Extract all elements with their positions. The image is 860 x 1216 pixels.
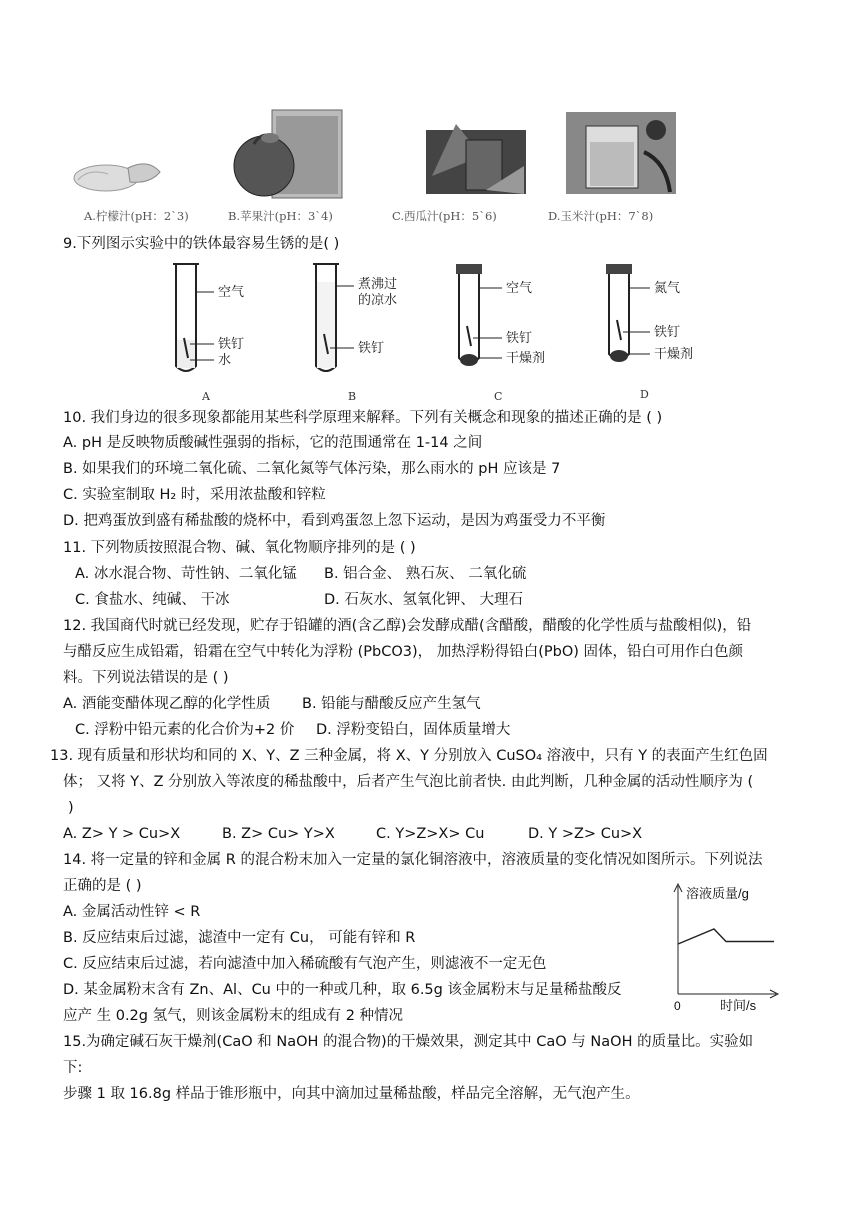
juice-caption-d: D.玉米汁(pH：7`8) [548,209,654,223]
tube-a-label-1: 空气 [218,285,245,300]
tube-b-label-3: 铁钉 [358,341,385,356]
q14-mass-time-graph [664,880,784,1016]
q14-graph-origin: 0 [674,999,681,1013]
q10-option-d: D. 把鸡蛋放到盛有稀盐酸的烧杯中，看到鸡蛋忽上忽下运动，是因为鸡蛋受力不平衡 [63,513,606,529]
q10-option-b: B. 如果我们的环境二氧化硫、二氧化氮等气体污染，那么雨水的 pH 应该是 7 [63,461,561,477]
q14-option-d-2: 应产 生 0.2g 氢气，则该金属粉末的组成有 2 种情况 [63,1008,404,1024]
tube-a-label-2: 铁钉 [218,337,245,352]
q15-step-1: 步骤 1 取 16.8g 样品于锥形瓶中，向其中滴加过量稀盐酸，样品完全溶解，无气泡产生。 [63,1086,640,1102]
tube-d-label-3: 干燥剂 [654,347,694,362]
tube-a-label-3: 水 [218,353,232,368]
tube-c [456,264,545,403]
q10-option-c: C. 实验室制取 H₂ 时，采用浓盐酸和锌粒 [63,487,326,503]
q13-line-1: 13. 现有质量和形状均和同的 X、Y、Z 三种金属，将 X、Y 分别放入 CuSO₄ 溶液中，只有 Y 的表面产生红色固 [50,748,768,764]
apple-juice-photo [232,104,352,200]
q12-option-c: C. 浮粉中铅元素的化合价为+2 价 [75,722,295,738]
q12-option-a: A. 酒能变醋体现乙醇的化学性质 [63,696,271,712]
tube-c-label-2: 铁钉 [506,331,533,346]
q14-option-c: C. 反应结束后过滤，若向滤渣中加入稀硫酸有气泡产生，则滤液不一定无色 [63,956,547,972]
q15-line-2: 下: [63,1060,83,1076]
tube-a [173,264,244,403]
q12-line-2: 与醋反应生成铅霜，铅霜在空气中转化为浮粉 (PbCO3)， 加热浮粉得铅白(PbO) 固体，铅白可用作白色颜 [63,644,744,660]
q13-option-d: D. Y >Z> Cu>X [528,826,643,842]
q14-option-d-1: D. 某金属粉末含有 Zn、Al、Cu 中的一种或几种，取 6.5g 该金属粉末与足量稀盐酸反 [63,982,622,998]
tube-d-letter: D [640,388,649,401]
q12-line-3: 料。下列说法错误的是 ( ) [63,670,229,686]
tube-a-letter: A [202,390,210,403]
q11-option-d: D. 石灰水、氢氧化钾、 大理石 [324,592,523,608]
tube-b [313,264,397,403]
tube-c-letter: C [494,390,503,403]
q14-graph-series-line [678,929,774,944]
q12-option-d: D. 浮粉变铅白，固体质量增大 [316,722,511,738]
tube-b-label-2: 的凉水 [358,293,398,308]
q11-option-b: B. 铝合金、 熟石灰、 二氧化硫 [324,566,527,582]
watermelon-juice-photo [426,116,526,196]
q14-line-2: 正确的是 ( ) [63,878,142,894]
q9-tubes-figure [160,258,700,404]
q11-stem: 11. 下列物质按照混合物、碱、氧化物顺序排列的是 ( ) [63,540,416,556]
tube-d [606,264,693,401]
q13-option-a: A. Z> Y > Cu>X [63,826,181,842]
q14-graph-ylabel: 溶液质量/g [686,886,749,901]
tube-d-label-1: 氮气 [654,281,681,296]
q14-graph-xlabel: 时间/s [720,998,757,1013]
tube-c-label-1: 空气 [506,281,533,296]
tube-b-letter: B [348,390,357,403]
corn-juice-photo [566,112,676,194]
q11-option-c: C. 食盐水、纯碱、 干冰 [75,592,230,608]
q10-option-a: A. pH 是反映物质酸碱性强弱的指标，它的范围通常在 1-14 之间 [63,435,483,451]
q14-option-b: B. 反应结束后过滤，滤渣中一定有 Cu， 可能有锌和 R [63,930,416,946]
q9-stem: 9.下列图示实验中的铁体最容易生锈的是( ) [63,236,340,252]
q12-option-b: B. 铅能与醋酸反应产生氢气 [302,696,481,712]
q14-line-1: 14. 将一定量的锌和金属 R 的混合粉末加入一定量的氯化铜溶液中，溶液质量的变化情况如图所示。下列说法 [63,852,763,868]
tube-b-label-1: 煮沸过 [358,277,398,292]
tube-c-label-3: 干燥剂 [506,351,546,366]
q13-option-c: C. Y>Z>X> Cu [376,826,485,842]
q15-line-1: 15.为确定碱石灰干燥剂(CaO 和 NaOH 的混合物)的干燥效果，测定其中 CaO 与 NaOH 的质量比。实验如 [63,1034,754,1050]
q10-stem: 10. 我们身边的很多现象都能用某些科学原理来解释。下列有关概念和现象的描述正确的是 ( ) [63,410,663,426]
q13-line-3: ) [68,800,74,816]
q11-option-a: A. 冰水混合物、苛性钠、二氧化锰 [75,566,297,582]
tube-d-label-2: 铁钉 [654,325,681,340]
juice-caption-b: B.苹果汁(pH：3`4) [228,209,333,223]
q12-line-1: 12. 我国商代时就已经发现，贮存于铅罐的酒(含乙醇)会发酵成醋(含醋酸，醋酸的化学性质与盐酸相似)，铅 [63,618,752,634]
q13-option-b: B. Z> Cu> Y>X [222,826,335,842]
lemon-photo [68,130,168,198]
q13-line-2: 体； 又将 Y、Z 分别放入等浓度的稀盐酸中，后者产生气泡比前者快. 由此判断，几种金属的活动性顺序为 ( [63,774,754,790]
juice-caption-c: C.西瓜汁(pH：5`6) [392,209,497,223]
juice-caption-a: A.柠檬汁(pH：2`3) [84,209,189,223]
q14-option-a: A. 金属活动性锌 < R [63,904,201,920]
